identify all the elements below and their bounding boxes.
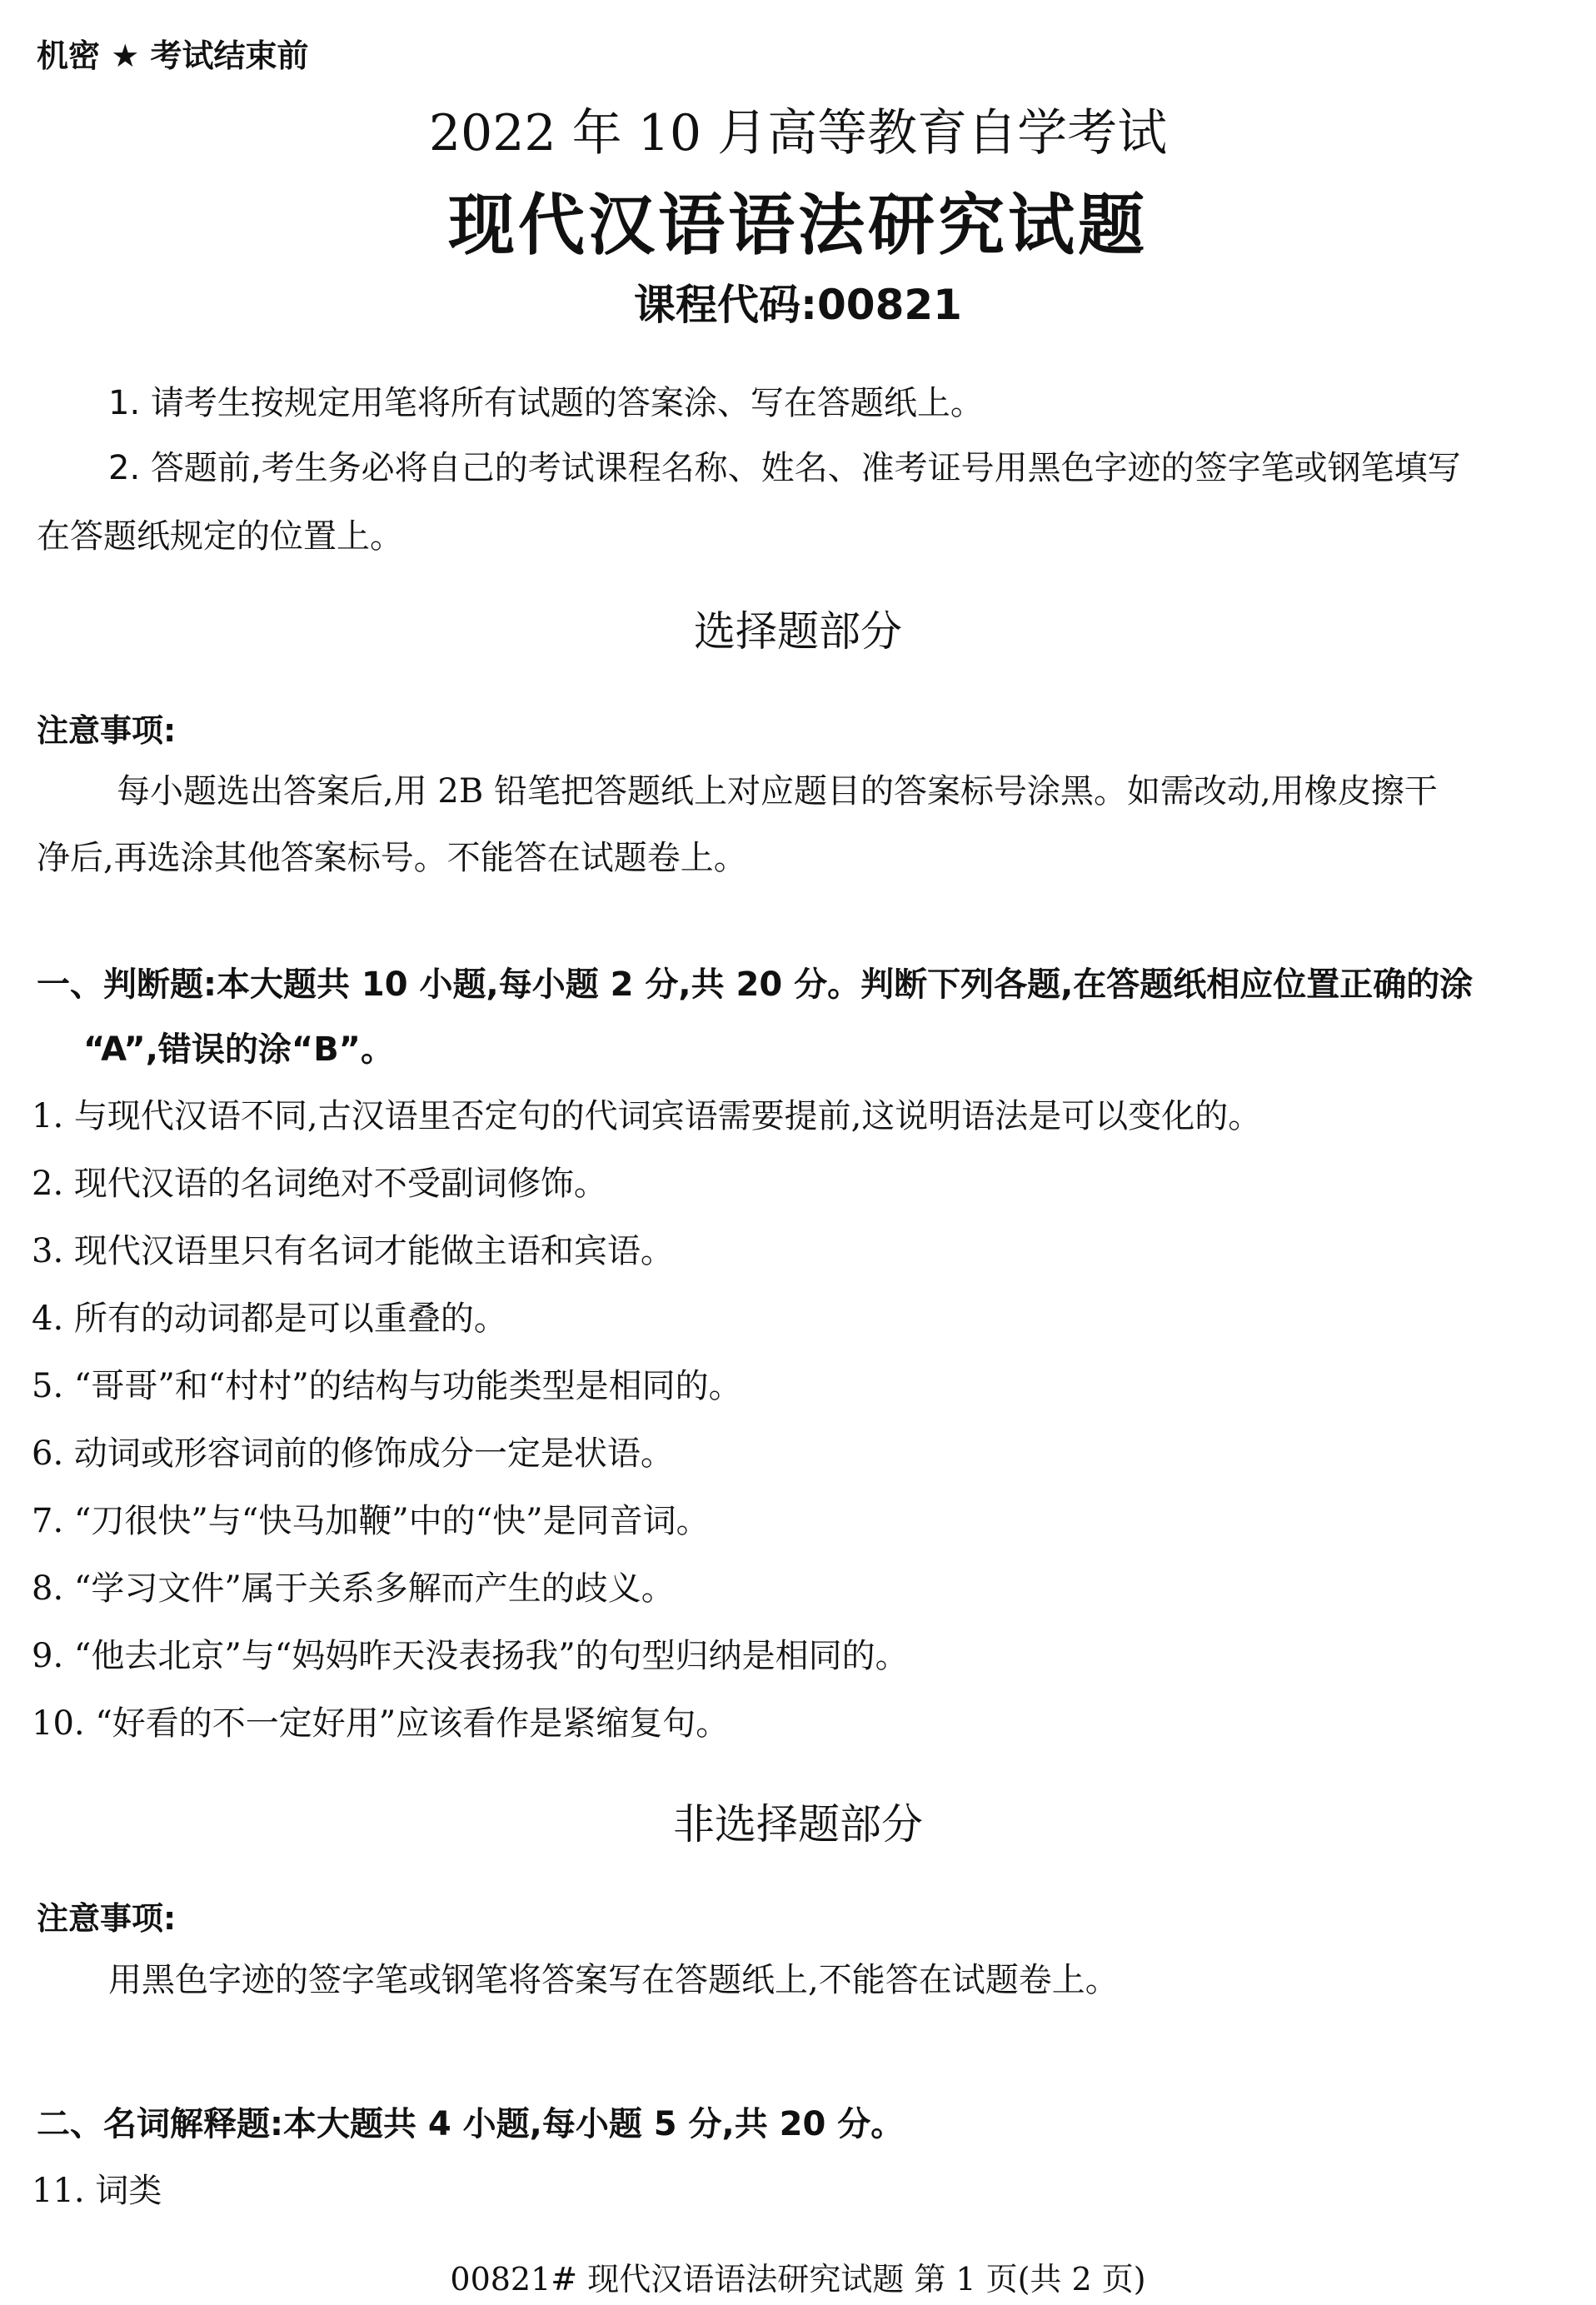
instruction-2: 2. 答题前,考生务必将自己的考试课程名称、姓名、准考证号用黑色字迹的签字笔或钢笔填写: [108, 449, 1461, 487]
confidentiality-mark: 机密 ★ 考试结束前: [37, 37, 309, 74]
page-footer: 00821# 现代汉语语法研究试题 第 1 页(共 2 页): [450, 2261, 1146, 2298]
notice-label-non-choice: 注意事项:: [37, 1900, 177, 1937]
question-item: 7. “刀很快”与“快马加鞭”中的“快”是同音词。: [32, 1502, 710, 1540]
part-heading-judgment-continued: “A”,错误的涂“B”。: [83, 1030, 394, 1069]
question-item: 2. 现代汉语的名词绝对不受副词修饰。: [32, 1165, 607, 1203]
question-item: 10. “好看的不一定好用”应该看作是紧缩复句。: [32, 1704, 730, 1743]
question-item: 6. 动词或形容词前的修饰成分一定是状语。: [32, 1434, 674, 1473]
part-heading-terms: 二、名词解释题:本大题共 4 小题,每小题 5 分,共 20 分。: [37, 2105, 905, 2143]
instruction-2-continued: 在答题纸规定的位置上。: [37, 517, 403, 556]
notice-label-choice: 注意事项:: [37, 712, 177, 749]
instruction-1: 1. 请考生按规定用笔将所有试题的答案涂、写在答题纸上。: [108, 384, 984, 422]
question-item: 3. 现代汉语里只有名词才能做主语和宾语。: [32, 1232, 674, 1270]
question-item: 11. 词类: [32, 2172, 162, 2210]
question-item: 8. “学习文件”属于关系多解而产生的歧义。: [32, 1569, 675, 1608]
section-title-non-choice: 非选择题部分: [673, 1800, 923, 1848]
notice-text-non-choice: 用黑色字迹的签字笔或钢笔将答案写在答题纸上,不能答在试题卷上。: [108, 1961, 1119, 1999]
part-heading-judgment: 一、判断题:本大题共 10 小题,每小题 2 分,共 20 分。判断下列各题,在答题纸相应位置正确的涂: [37, 965, 1474, 1004]
question-item: 9. “他去北京”与“妈妈昨天没表扬我”的句型归纳是相同的。: [32, 1637, 909, 1675]
paper-title: 现代汉语语法研究试题: [448, 187, 1148, 264]
exam-title: 2022 年 10 月高等教育自学考试: [428, 104, 1168, 162]
question-item: 4. 所有的动词都是可以重叠的。: [32, 1300, 507, 1338]
section-title-choice: 选择题部分: [694, 607, 902, 656]
notice-text-choice-line-2: 净后,再选涂其他答案标号。不能答在试题卷上。: [37, 839, 747, 877]
notice-text-choice-line-1: 每小题选出答案后,用 2B 铅笔把答题纸上对应题目的答案标号涂黑。如需改动,用橡皮擦干: [117, 772, 1438, 811]
question-item: 5. “哥哥”和“村村”的结构与功能类型是相同的。: [32, 1367, 742, 1405]
question-item: 1. 与现代汉语不同,古汉语里否定句的代词宾语需要提前,这说明语法是可以变化的。: [32, 1097, 1262, 1135]
course-code: 课程代码:00821: [634, 281, 962, 329]
